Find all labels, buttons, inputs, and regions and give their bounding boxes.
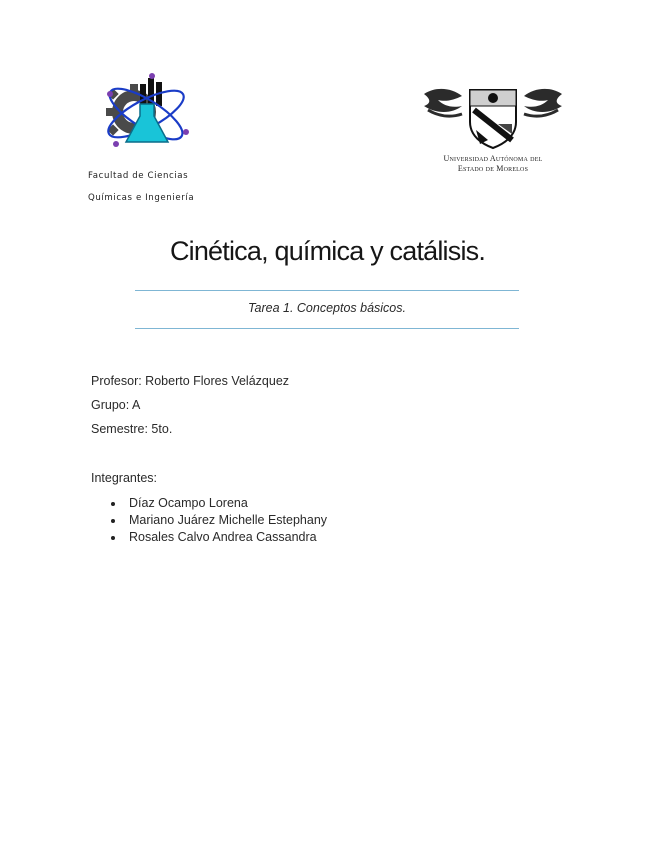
university-logo [418,84,568,184]
university-coat-of-arms-icon [418,84,568,150]
document-subtitle: Tarea 1. Conceptos básicos. [248,301,406,315]
members-label: Integrantes: [91,471,158,485]
semester-line: Semestre: 5to. [91,422,173,436]
list-item: Mariano Juárez Michelle Estephany [91,512,327,529]
professor-line: Profesor: Roberto Flores Velázquez [91,374,290,388]
faculty-name-line2: Químicas e Ingeniería [88,193,195,203]
faculty-logo [88,70,208,203]
list-item: Díaz Ocampo Lorena [91,495,327,512]
subtitle-bottom-rule [135,328,519,329]
subtitle-top-rule [135,290,519,291]
document-title: Cinética, química y catálisis. [169,236,486,266]
university-name-line2: Estado de Morelos [457,164,529,173]
group-line: Grupo: A [91,398,141,412]
members-list [91,495,327,546]
chemistry-faculty-logo-icon [96,70,196,158]
faculty-name [88,160,208,215]
list-item: Rosales Calvo Andrea Cassandra [91,529,327,546]
university-name-line1: Universidad Autónoma del [443,154,543,163]
university-name [418,154,568,174]
faculty-name-line1: Facultad de Ciencias [88,171,189,181]
